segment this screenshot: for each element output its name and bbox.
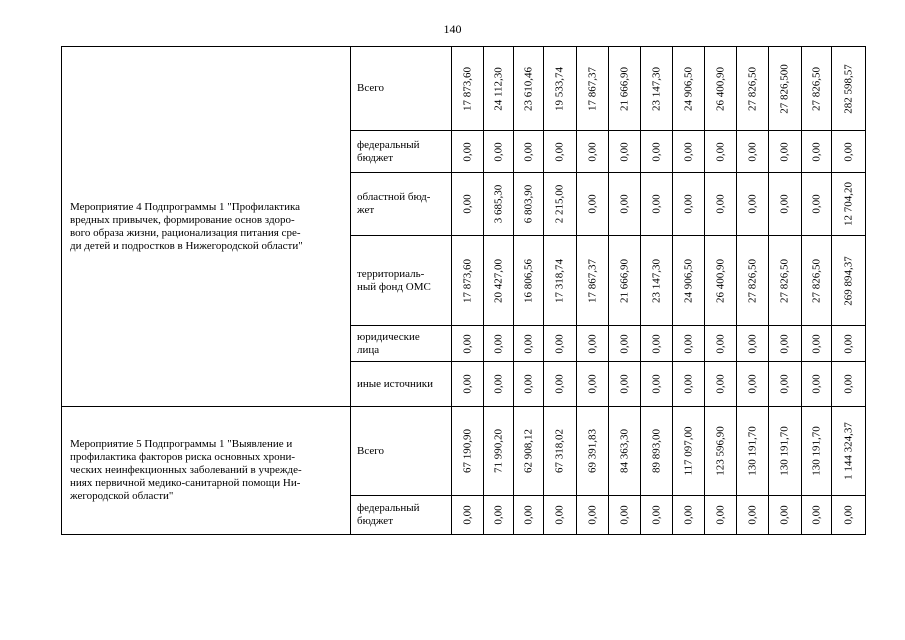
measure-title-line: жегородской области": [70, 490, 174, 502]
value-cell: [737, 362, 769, 407]
value-cell: [832, 236, 866, 326]
funding-source-line: областной бюд-: [357, 191, 431, 203]
value-text: 0,00: [492, 333, 504, 354]
value-cell: [577, 236, 609, 326]
value-text: 71 990,20: [492, 429, 504, 473]
value-cell: [577, 173, 609, 236]
value-text: 24 112,30: [492, 66, 504, 111]
value-cell: [452, 362, 484, 407]
value-cell: [769, 173, 802, 236]
value-text: 0,00: [650, 141, 662, 162]
value-cell: [769, 496, 802, 535]
value-cell: [577, 407, 609, 496]
value-cell: [802, 131, 832, 173]
value-cell: [673, 131, 705, 173]
value-text: 0,00: [553, 333, 566, 354]
funding-source-cell: [351, 362, 452, 407]
value-cell: [673, 236, 705, 326]
funding-source-cell: [351, 173, 452, 236]
value-cell: [705, 326, 737, 362]
value-text: 27 826,50: [778, 258, 791, 303]
value-text: 27 826,500: [778, 63, 791, 114]
value-text: 0,00: [746, 194, 758, 214]
value-cell: [769, 131, 802, 173]
measure-title-line: Мероприятие 5 Подпрограммы 1 "Выявление и: [70, 438, 293, 450]
funding-source-line: юридические: [357, 330, 420, 343]
value-cell: [452, 407, 484, 496]
value-text: 0,00: [618, 194, 630, 214]
value-cell: [769, 326, 802, 362]
value-text: 20 427,00: [492, 258, 504, 303]
page-number: 140: [443, 22, 462, 36]
value-text: 0,00: [522, 141, 534, 162]
value-text: 0,00: [618, 333, 630, 354]
value-text: 27 826,50: [810, 66, 822, 111]
value-text: 17 867,37: [586, 66, 598, 111]
value-text: 0,00: [461, 505, 473, 525]
value-text: 0,00: [553, 505, 566, 525]
value-cell: [514, 47, 544, 131]
value-cell: [484, 173, 514, 236]
value-cell: [705, 362, 737, 407]
measure-title-cell: [62, 407, 351, 535]
funding-source-line: ный фонд ОМС: [357, 280, 431, 293]
budget-table: [61, 46, 866, 535]
measure-title-line: ди детей и подростков в Нижегородской области": [70, 239, 303, 252]
funding-source-line: Всего: [357, 82, 384, 94]
value-text: 0,00: [714, 374, 726, 394]
value-cell: [577, 496, 609, 535]
value-cell: [609, 407, 641, 496]
value-cell: [673, 173, 705, 236]
funding-source-line: лица: [357, 343, 380, 356]
measure-title-line: ческих неинфекционных заболеваний в учрежде-: [70, 464, 302, 476]
value-text: 0,00: [810, 194, 822, 214]
measure-title-line: вого образа жизни, рационализация питания сре-: [70, 226, 301, 239]
value-text: 0,00: [461, 374, 473, 394]
value-cell: [832, 496, 866, 535]
value-text: 0,00: [682, 374, 694, 394]
value-cell: [802, 496, 832, 535]
value-cell: [641, 362, 673, 407]
value-cell: [577, 362, 609, 407]
value-cell: [514, 326, 544, 362]
value-text: 23 610,46: [522, 66, 534, 111]
value-text: 269 894,37: [842, 255, 854, 306]
value-text: 0,00: [778, 505, 791, 525]
value-text: 1 144 324,37: [842, 422, 854, 480]
value-text: 21 666,90: [618, 66, 630, 111]
value-cell: [769, 47, 802, 131]
value-text: 27 826,50: [746, 258, 758, 303]
value-text: 0,00: [522, 333, 534, 354]
value-cell: [544, 407, 577, 496]
value-cell: [514, 131, 544, 173]
value-text: 0,00: [746, 505, 758, 525]
value-cell: [737, 173, 769, 236]
value-cell: [544, 131, 577, 173]
value-cell: [514, 173, 544, 236]
funding-source-cell: [351, 326, 452, 362]
funding-source-line: жет: [357, 204, 375, 216]
value-cell: [769, 362, 802, 407]
value-cell: [769, 236, 802, 326]
value-text: 0,00: [746, 333, 758, 354]
value-cell: [452, 47, 484, 131]
value-cell: [832, 362, 866, 407]
value-text: 130 191,70: [746, 426, 758, 476]
table-row: [62, 407, 866, 496]
value-cell: [737, 47, 769, 131]
value-cell: [609, 496, 641, 535]
value-text: 26 400,90: [714, 258, 726, 303]
value-cell: [609, 236, 641, 326]
funding-source-cell: [351, 131, 452, 173]
value-text: 0,00: [492, 374, 504, 394]
value-cell: [673, 326, 705, 362]
value-text: 0,00: [618, 141, 630, 162]
funding-source-line: территориаль-: [357, 267, 425, 280]
value-text: 123 596,90: [714, 426, 726, 476]
value-text: 0,00: [810, 374, 822, 394]
value-cell: [832, 407, 866, 496]
value-cell: [577, 326, 609, 362]
value-cell: [544, 236, 577, 326]
value-cell: [737, 326, 769, 362]
value-text: 0,00: [842, 141, 854, 162]
value-text: 26 400,90: [714, 66, 726, 111]
measure-title-line: ниях первичной медико-санитарной помощи Ни-: [70, 477, 301, 489]
funding-source-line: Всего: [357, 444, 384, 457]
funding-source-line: бюджет: [357, 151, 393, 164]
value-cell: [641, 496, 673, 535]
value-cell: [577, 131, 609, 173]
value-cell: [641, 326, 673, 362]
value-cell: [705, 173, 737, 236]
value-text: 6 803,90: [522, 184, 534, 224]
value-cell: [544, 47, 577, 131]
value-cell: [514, 407, 544, 496]
value-cell: [484, 496, 514, 535]
measure-title-line: Мероприятие 4 Подпрограммы 1 "Профилактика: [70, 200, 301, 213]
value-cell: [577, 47, 609, 131]
value-text: 19 533,74: [553, 66, 566, 111]
value-text: 0,00: [778, 333, 791, 354]
value-cell: [802, 173, 832, 236]
value-cell: [452, 496, 484, 535]
value-text: 0,00: [682, 333, 694, 354]
value-cell: [609, 131, 641, 173]
value-text: 0,00: [714, 141, 726, 162]
funding-source-line: федеральный: [357, 502, 420, 514]
value-cell: [544, 173, 577, 236]
value-text: 0,00: [461, 333, 473, 354]
funding-source-cell: [351, 236, 452, 326]
value-cell: [452, 236, 484, 326]
value-text: 89 893,00: [650, 429, 662, 473]
table-row: [62, 47, 866, 131]
value-text: 62 908,12: [522, 429, 534, 473]
value-cell: [802, 236, 832, 326]
value-cell: [673, 47, 705, 131]
value-cell: [544, 496, 577, 535]
value-cell: [673, 362, 705, 407]
value-text: 17 873,60: [461, 66, 473, 111]
value-text: 117 097,00: [682, 426, 694, 476]
value-text: 0,00: [586, 333, 598, 354]
value-cell: [641, 173, 673, 236]
value-cell: [769, 407, 802, 496]
value-cell: [832, 173, 866, 236]
value-cell: [514, 496, 544, 535]
value-cell: [802, 326, 832, 362]
value-cell: [673, 496, 705, 535]
value-text: 0,00: [553, 374, 566, 394]
value-text: 0,00: [492, 141, 504, 162]
value-cell: [705, 407, 737, 496]
value-cell: [484, 47, 514, 131]
value-text: 0,00: [682, 505, 694, 525]
value-cell: [484, 326, 514, 362]
value-text: 67 190,90: [461, 429, 473, 473]
funding-source-line: бюджет: [357, 515, 393, 527]
value-cell: [737, 131, 769, 173]
funding-source-cell: [351, 496, 452, 535]
value-text: 0,00: [492, 505, 504, 525]
value-text: 0,00: [778, 374, 791, 394]
value-text: 0,00: [842, 333, 854, 354]
value-text: 0,00: [461, 141, 473, 162]
value-text: 0,00: [810, 505, 822, 525]
value-text: 0,00: [650, 505, 662, 525]
value-cell: [832, 326, 866, 362]
value-cell: [609, 173, 641, 236]
value-text: 17 873,60: [461, 258, 473, 303]
value-cell: [737, 407, 769, 496]
value-cell: [452, 173, 484, 236]
value-text: 0,00: [746, 141, 758, 162]
value-text: 0,00: [553, 141, 566, 162]
value-text: 84 363,30: [618, 429, 630, 473]
value-cell: [544, 326, 577, 362]
value-text: 17 867,37: [586, 258, 598, 303]
value-text: 23 147,30: [650, 258, 662, 303]
value-cell: [609, 47, 641, 131]
value-cell: [832, 131, 866, 173]
value-text: 17 318,74: [553, 258, 566, 303]
value-text: 0,00: [586, 141, 598, 162]
funding-source-cell: [351, 47, 452, 131]
value-cell: [705, 47, 737, 131]
value-text: 0,00: [618, 374, 630, 394]
value-text: 2 215,00: [553, 184, 566, 224]
value-text: 0,00: [714, 194, 726, 214]
value-cell: [452, 326, 484, 362]
value-text: 282 598,57: [842, 63, 854, 114]
value-cell: [609, 362, 641, 407]
value-cell: [452, 131, 484, 173]
value-text: 0,00: [461, 194, 473, 214]
value-text: 27 826,50: [746, 66, 758, 111]
value-cell: [737, 236, 769, 326]
value-text: 69 391,83: [586, 429, 598, 473]
value-text: 67 318,02: [553, 429, 566, 473]
value-cell: [802, 362, 832, 407]
value-cell: [544, 362, 577, 407]
value-text: 0,00: [682, 194, 694, 214]
value-text: 0,00: [842, 505, 854, 525]
value-text: 0,00: [810, 333, 822, 354]
value-cell: [673, 407, 705, 496]
measure-title-line: профилактика факторов риска основных хрони-: [70, 451, 296, 463]
value-text: 130 191,70: [810, 426, 822, 476]
value-cell: [609, 326, 641, 362]
value-cell: [832, 47, 866, 131]
measure-title-line: вредных привычек, формирование основ здоро-: [70, 213, 295, 226]
value-text: 24 906,50: [682, 66, 694, 111]
value-text: 0,00: [682, 141, 694, 162]
value-cell: [484, 131, 514, 173]
value-text: 0,00: [586, 374, 598, 394]
value-text: 0,00: [586, 505, 598, 525]
value-cell: [484, 236, 514, 326]
value-text: 0,00: [650, 194, 662, 214]
value-text: 0,00: [810, 141, 822, 162]
value-cell: [737, 496, 769, 535]
measure-title-cell: [62, 47, 351, 407]
value-cell: [484, 407, 514, 496]
value-text: 0,00: [778, 194, 791, 214]
value-cell: [641, 407, 673, 496]
value-cell: [514, 236, 544, 326]
value-cell: [641, 236, 673, 326]
value-cell: [641, 131, 673, 173]
value-cell: [705, 131, 737, 173]
value-text: 0,00: [522, 505, 534, 525]
value-text: 0,00: [618, 505, 630, 525]
value-text: 0,00: [650, 333, 662, 354]
value-text: 27 826,50: [810, 258, 822, 303]
value-text: 0,00: [650, 374, 662, 394]
value-cell: [514, 362, 544, 407]
value-text: 0,00: [522, 374, 534, 394]
value-text: 16 806,56: [522, 258, 534, 303]
value-text: 0,00: [714, 505, 726, 525]
value-cell: [484, 362, 514, 407]
value-text: 0,00: [842, 374, 854, 394]
value-text: 3 685,30: [492, 184, 504, 224]
value-text: 0,00: [746, 374, 758, 394]
value-cell: [802, 47, 832, 131]
funding-source-line: федеральный: [357, 138, 420, 151]
value-cell: [802, 407, 832, 496]
value-text: 130 191,70: [778, 426, 791, 476]
value-text: 0,00: [586, 194, 598, 214]
funding-source-line: иные источники: [357, 377, 433, 390]
funding-source-cell: [351, 407, 452, 496]
value-text: 0,00: [714, 333, 726, 354]
value-cell: [705, 496, 737, 535]
value-text: 12 704,20: [842, 182, 854, 226]
value-text: 24 906,50: [682, 258, 694, 303]
value-text: 0,00: [778, 141, 791, 162]
value-cell: [641, 47, 673, 131]
value-text: 23 147,30: [650, 66, 662, 111]
value-text: 21 666,90: [618, 258, 630, 303]
value-cell: [705, 236, 737, 326]
